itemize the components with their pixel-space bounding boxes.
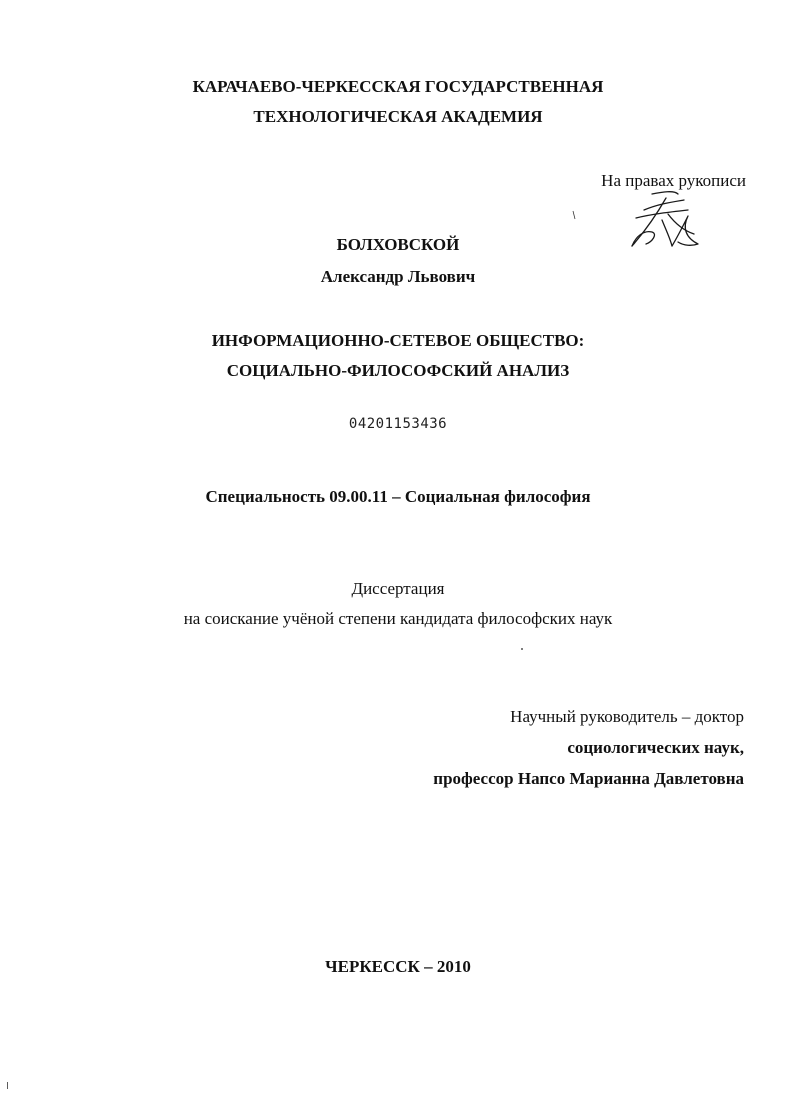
author-name: Александр Львович [320, 267, 476, 286]
degree-line: на соискание учёной степени кандидата философских наук [183, 609, 613, 628]
author-surname: БОЛХОВСКОЙ [336, 235, 460, 254]
dissertation-title-line-2: СОЦИАЛЬНО-ФИЛОСОФСКИЙ АНАЛИЗ [226, 361, 570, 380]
institution-name-line-2: ТЕХНОЛОГИЧЕСКАЯ АКАДЕМИЯ [253, 107, 543, 126]
specialty-line: Специальность 09.00.11 – Социальная философия [205, 487, 591, 506]
institution-name-line-1: КАРАЧАЕВО-ЧЕРКЕССКАЯ ГОСУДАРСТВЕННАЯ [192, 77, 604, 96]
advisor-line-3: профессор Напсо Марианна Давлетовна [433, 769, 744, 788]
dissertation-title-line-1: ИНФОРМАЦИОННО-СЕТЕВОЕ ОБЩЕСТВО: [211, 331, 585, 350]
advisor-line-1: Научный руководитель – доктор [510, 707, 744, 726]
scan-dot-icon [521, 648, 523, 650]
city-year: ЧЕРКЕССК – 2010 [325, 957, 471, 976]
catalog-number: 04201153436 [348, 416, 448, 432]
advisor-line-2: социологических наук, [567, 738, 744, 757]
document-type: Диссертация [351, 579, 445, 598]
scan-mark-icon [572, 210, 576, 220]
corner-mark-icon [6, 1081, 9, 1090]
manuscript-rights-note: На правах рукописи [601, 171, 746, 190]
